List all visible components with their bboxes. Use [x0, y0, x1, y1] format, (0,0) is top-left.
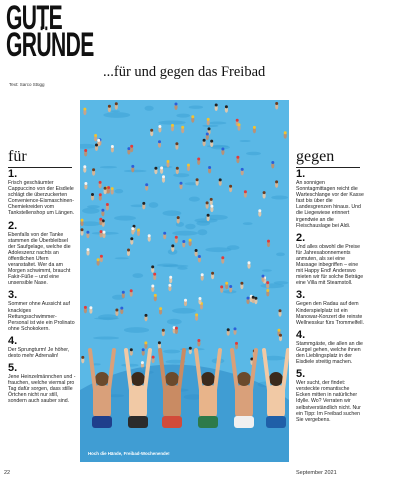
- swimmer-head: [244, 190, 247, 193]
- swimmer-head: [266, 289, 269, 292]
- reason-number: 2.: [296, 231, 306, 244]
- swimmer-head: [87, 248, 90, 251]
- reason-number: 5.: [8, 362, 18, 375]
- swimmer-head: [171, 244, 174, 247]
- swimmer-head: [81, 356, 84, 359]
- swimmer-head: [162, 175, 165, 178]
- water-ripple: [124, 327, 149, 333]
- swimmer-head: [151, 265, 154, 268]
- swimmer-head: [89, 306, 92, 309]
- swimmer-head: [275, 180, 278, 183]
- water-ripple: [227, 245, 240, 250]
- water-ripple: [167, 319, 182, 325]
- contra-reason-item: [296, 329, 364, 365]
- swimmer-head: [215, 104, 218, 107]
- swimmer-head: [91, 193, 94, 196]
- issue-date: September 2021: [296, 470, 337, 476]
- swimmer-head: [234, 327, 237, 330]
- swimmer-head: [191, 115, 194, 118]
- reason-text: Ebenfalls von der Tanke stammen die Überbleibsel der Saufgelage, welche die Adoleszenz nachts an öffentlichen Ufern veranstaltet. Wer da am Morgen schwimmt, braucht Fakir-Füße – und eine unsensible Nase.: [8, 231, 71, 287]
- swimmer-head: [131, 165, 134, 168]
- swimmer-head: [92, 168, 95, 171]
- swimmer-head: [141, 361, 144, 364]
- reason-text: An sonnigen Sonntagmittagen reicht die Warteschlange vor der Kasse fast bis über die Landesgrenzen hinaus. Und die Liegewiese erinnert irgendwie an die Fleischauslage bei Aldi.: [296, 180, 364, 229]
- water-ripple: [198, 229, 208, 235]
- swimmer-head: [229, 185, 232, 188]
- swimmer-head: [208, 127, 211, 130]
- water-ripple: [176, 222, 184, 227]
- bather-shorts: [266, 416, 286, 428]
- author-credit: Text: Sarco Stügg: [9, 82, 45, 87]
- swimmer-head: [162, 329, 165, 332]
- swimmer-head: [201, 273, 204, 276]
- water-ripple: [240, 140, 251, 142]
- swimmer-head: [180, 182, 183, 185]
- reason-number: 3.: [296, 289, 306, 302]
- swimmer-head: [148, 234, 151, 237]
- swimmer-head: [203, 139, 206, 142]
- water-ripple: [202, 125, 218, 127]
- bather-head: [165, 372, 179, 386]
- swimmer-head: [182, 240, 185, 243]
- swimmer-head: [181, 126, 184, 129]
- swimmer-head: [130, 289, 133, 292]
- swimmer-head: [211, 272, 214, 275]
- swimmer-head: [122, 291, 125, 294]
- bather-head: [201, 372, 215, 386]
- bather-head: [237, 372, 251, 386]
- swimmer-head: [107, 186, 110, 189]
- swimmer-head: [175, 103, 178, 106]
- swimmer-head: [284, 131, 287, 134]
- reason-number: 2.: [8, 219, 18, 232]
- bather-head: [269, 372, 283, 386]
- reason-number: 4.: [296, 328, 306, 341]
- swimmer-head: [99, 181, 102, 184]
- page-number: 22: [4, 470, 11, 476]
- swimmer-head: [150, 129, 153, 132]
- swimmer-head: [111, 187, 114, 190]
- water-ripple: [82, 208, 99, 214]
- swimmer-head: [130, 348, 133, 351]
- swimmer-head: [241, 168, 244, 171]
- magazine-section-logo: [6, 0, 94, 65]
- reason-number: 5.: [296, 368, 306, 381]
- swimmer-head: [195, 249, 198, 252]
- swimmer-head: [158, 341, 161, 344]
- pro-reasons-column: [8, 168, 76, 408]
- reason-text: Stammgäste, die allen an die Gurgel gehen, welche ihnen den Lieblingsplatz in der Eisdiele streitig machen.: [296, 340, 363, 366]
- swimmer-head: [130, 145, 133, 148]
- swimmer-head: [145, 314, 148, 317]
- swimmer-head: [195, 313, 198, 316]
- swimmer-head: [236, 119, 239, 122]
- swimmer-head: [100, 230, 103, 233]
- swimmer-head: [196, 178, 199, 181]
- swimmer-head: [240, 282, 243, 285]
- swimmer-head: [81, 219, 84, 222]
- swimmer-head: [84, 182, 87, 185]
- contra-reason-item: [296, 368, 364, 423]
- swimmer-head: [108, 105, 111, 108]
- swimmer-head: [95, 144, 98, 147]
- water-ripple: [111, 110, 121, 112]
- reason-text: Wer sucht, der findet: versteckte romantische Ecken mitten in natürlicher Idylle. Wo? Verraten wir selbstverständlich nicht. Nur ein Tipp: Im Freibad suchen Sie vergebens.: [296, 380, 361, 423]
- swimmer-head: [187, 164, 190, 167]
- photo-caption: Hoch die Hände, Freibad-Wochenende!: [88, 451, 170, 456]
- swimmer-head: [115, 309, 118, 312]
- swimmer-head: [221, 148, 224, 151]
- swimmer-head: [152, 356, 155, 359]
- swimmer-head: [86, 231, 89, 234]
- reason-number: 3.: [8, 289, 18, 302]
- bather-shorts: [92, 416, 112, 428]
- swimmer-head: [225, 282, 228, 285]
- bather-shorts: [128, 416, 148, 428]
- swimmer-head: [99, 193, 102, 196]
- water-ripple: [208, 122, 226, 125]
- swimmer-head: [210, 198, 213, 201]
- contra-reason-item: [296, 232, 364, 287]
- pro-reason-item: [8, 168, 76, 217]
- water-ripple: [172, 308, 196, 314]
- swimmer-head: [84, 149, 87, 152]
- bather-shorts: [234, 416, 254, 428]
- water-ripple: [100, 166, 117, 168]
- swimmer-head: [221, 256, 224, 259]
- swimmer-head: [176, 167, 179, 170]
- swimmer-head: [97, 258, 100, 261]
- swimmer-head: [111, 145, 114, 148]
- column-heading-contra: gegen: [296, 148, 335, 165]
- swimmer-head: [115, 102, 118, 105]
- swimmer-head: [199, 297, 202, 300]
- swimmer-head: [229, 285, 232, 288]
- swimmer-head: [258, 209, 261, 212]
- swimmer-head: [84, 306, 87, 309]
- water-ripple: [103, 112, 130, 118]
- swimmer-head: [207, 214, 210, 217]
- pro-reason-item: [8, 335, 76, 359]
- water-ripple: [157, 166, 173, 168]
- swimmer-head: [175, 327, 178, 330]
- water-ripple: [133, 273, 144, 278]
- reason-text: Gegen den Radau auf dem Kinderspielplatz ist ein Manowar-Konzert die reinste Wellnesskur fürs Trommelfell.: [296, 301, 364, 326]
- pool-illustration: [80, 100, 289, 462]
- pro-reason-item: [8, 220, 76, 287]
- swimmer-head: [142, 202, 145, 205]
- swimmer-head: [97, 139, 100, 142]
- swimmer-head: [271, 161, 274, 164]
- contra-reason-item: [296, 168, 364, 229]
- swimmer-head: [103, 231, 106, 234]
- reason-number: 1.: [8, 168, 18, 180]
- swimmer-head: [175, 236, 178, 239]
- swimmer-head: [208, 166, 211, 169]
- water-ripple: [271, 196, 288, 200]
- bather-head: [131, 372, 145, 386]
- swimmer-head: [262, 275, 265, 278]
- water-ripple: [163, 350, 180, 354]
- contra-reason-item: [296, 289, 364, 325]
- swimmer-head: [278, 329, 281, 332]
- swimmer-head: [207, 118, 210, 121]
- swimmer-head: [127, 147, 130, 150]
- swimmer-head: [189, 239, 192, 242]
- water-ripple: [185, 224, 195, 230]
- swimmer-head: [158, 140, 161, 143]
- swimmer-head: [175, 142, 178, 145]
- logo-line-1: GUTE: [6, 0, 63, 37]
- swimmer-head: [197, 158, 200, 161]
- swimmer-head: [145, 183, 148, 186]
- swimmer-head: [127, 249, 130, 252]
- swimmer-head: [177, 216, 180, 219]
- swimmer-head: [159, 307, 162, 310]
- reason-text: Sommer ohne Aussicht auf knackiges Rettungsschwimmer-Personal ist wie ein Prolinato ohne Schokokern.: [8, 301, 75, 332]
- swimmer-head: [99, 218, 102, 221]
- swimmer-head: [154, 294, 157, 297]
- swimmer-head: [83, 108, 86, 111]
- swimmer-head: [137, 229, 140, 232]
- swimmer-head: [189, 347, 192, 350]
- contra-reasons-column: [296, 168, 364, 426]
- swimmer-head: [106, 203, 109, 206]
- pro-reason-item: [8, 362, 76, 404]
- swimmer-head: [104, 187, 107, 190]
- water-ripple: [145, 106, 154, 111]
- swimmer-head: [227, 328, 230, 331]
- logo-line-2: GRÜNDE: [6, 26, 94, 65]
- swimmer-head: [100, 255, 103, 258]
- swimmer-head: [158, 125, 161, 128]
- swimmer-head: [184, 299, 187, 302]
- pro-reason-item: [8, 289, 76, 331]
- swimmer-head: [267, 240, 270, 243]
- swimmer-head: [142, 348, 145, 351]
- water-ripple: [124, 170, 147, 173]
- water-ripple: [163, 210, 182, 216]
- swimmer-head: [247, 297, 250, 300]
- water-ripple: [274, 281, 289, 284]
- swimmer-head: [238, 123, 241, 126]
- reason-text: Und alles obwohl die Preise für Jahresabonnements anmuten, als sei eine Massage inbegriffen – eine mit Happy End! Anderswo mieten wir für solche Beträge eine Villa mit Steamstoll.: [296, 243, 364, 287]
- swimmer-head: [225, 105, 228, 108]
- water-ripple: [176, 114, 190, 118]
- column-heading-pro: für: [8, 148, 27, 165]
- swimmer-head: [160, 166, 163, 169]
- swimmer-head: [254, 297, 257, 300]
- water-ripple: [207, 145, 229, 148]
- reason-text: Jene Heinzelmännchen und -frauchen, welche viermal pro Tag dafür sorgen, dass stille Örtchen nicht nur still, sondern auch sauber sind.: [8, 374, 76, 405]
- swimmer-head: [210, 140, 213, 143]
- reason-text: Frisch geschäumter Cappuccino von der Eisdiele schlägt die überzuckerten Convenience-Eismaschinen-Chemiekreiden vom Tankstellenshop um Längen.: [8, 180, 75, 217]
- swimmer-head: [253, 126, 256, 129]
- swimmer-head: [120, 307, 123, 310]
- swimmer-head: [266, 281, 269, 284]
- swimmer-head: [210, 205, 213, 208]
- swimmer-head: [252, 296, 255, 299]
- pool-crowd-photo: [80, 100, 289, 462]
- water-ripple: [162, 265, 188, 267]
- water-ripple: [189, 106, 203, 109]
- swimmer-head: [206, 133, 209, 136]
- swimmer-head: [154, 167, 157, 170]
- swimmer-head: [169, 276, 172, 279]
- water-ripple: [115, 189, 124, 193]
- swimmer-head: [153, 273, 156, 276]
- water-ripple: [173, 173, 189, 177]
- swimmer-head: [235, 342, 238, 345]
- water-ripple: [243, 222, 253, 225]
- swimmer-head: [130, 237, 133, 240]
- swimmer-head: [236, 156, 239, 159]
- bather-shorts: [162, 416, 182, 428]
- swimmer-head: [263, 191, 266, 194]
- water-ripple: [114, 216, 136, 221]
- swimmer-head: [144, 341, 147, 344]
- water-ripple: [189, 197, 200, 202]
- swimmer-head: [248, 261, 251, 264]
- swimmer-head: [219, 178, 222, 181]
- swimmer-head: [197, 339, 200, 342]
- swimmer-head: [279, 309, 282, 312]
- water-ripple: [149, 202, 159, 208]
- water-ripple: [246, 152, 261, 156]
- swimmer-head: [275, 102, 278, 105]
- reason-number: 4.: [8, 334, 18, 347]
- swimmer-head: [171, 124, 174, 127]
- water-ripple: [98, 314, 118, 320]
- swimmer-head: [94, 134, 97, 137]
- swimmer-head: [81, 228, 84, 231]
- swimmer-head: [168, 284, 171, 287]
- swimmer-head: [131, 227, 134, 230]
- article-headline: ...für und gegen das Freibad: [103, 64, 266, 80]
- swimmer-head: [101, 209, 104, 212]
- water-ripple: [172, 231, 198, 236]
- swimmer-head: [83, 165, 86, 168]
- bather-shorts: [198, 416, 218, 428]
- water-ripple: [115, 257, 129, 259]
- swimmer-head: [163, 232, 166, 235]
- swimmer-head: [151, 285, 154, 288]
- reason-number: 1.: [296, 168, 306, 180]
- swimmer-head: [198, 255, 201, 258]
- swimmer-head: [279, 334, 282, 337]
- swimmer-head: [167, 160, 170, 163]
- water-ripple: [276, 253, 285, 257]
- swimmer-head: [220, 285, 223, 288]
- reason-text: Der Sprungturm! Je höher, desto mehr Adrenalin!: [8, 346, 70, 359]
- water-ripple: [262, 269, 272, 272]
- bather-head: [95, 372, 109, 386]
- water-ripple: [93, 337, 119, 340]
- swimmer-head: [206, 201, 209, 204]
